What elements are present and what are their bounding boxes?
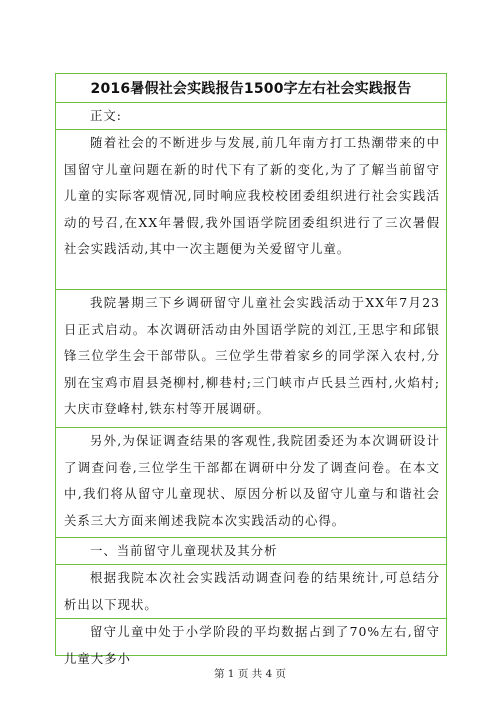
document-title: 2016暑假社会实践报告1500字左右社会实践报告 [90,81,412,97]
section-heading: 一、当前留守儿童现状及其分析 [56,537,446,564]
body-label: 正文: [56,102,446,129]
paragraph-intro: 随着社会的不断进步与发展,前几年南方打工热潮带来的中国留守儿童问题在新的时代下有了新的变化,为了了解当前留守儿童的实际客观情况,同时响应我校校团委组织进行社会实践活动的号召,在XX年暑假,我外国语学院团委组织进行了三次暑假社会实践活动,其中一次主题便为关爱留守儿童。 [56,129,446,289]
paragraph-activity-launch: 我院暑期三下乡调研留守儿童社会实践活动于XX年7月23日正式启动。本次调研活动由外国语学院的刘江,王思宇和邱银锋三位学生会干部带队。三位学生带着家乡的同学深入农村,分别在宝鸡市眉县尧柳村,柳巷村;三门峡市卢氏县兰西村,火焰村;大庆市登峰村,铁东村等开展调研。 [56,289,446,427]
paragraph-age-stats: 留守儿童中处于小学阶段的平均数据占到了70%左右,留守儿童大多小 [56,618,446,655]
page-footer: 第 1 页 共 4 页 [213,668,287,680]
paragraph-survey-result: 根据我院本次社会实践活动调查问卷的结果统计,可总结分析出以下现状。 [56,564,446,618]
paragraph-questionnaire: 另外,为保证调查结果的客观性,我院团委还为本次调研设计了调查问卷,三位学生干部都在调研中分发了调查问卷。在本文中,我们将从留守儿童现状、原因分析以及留守儿童与和谐社会关系三大方面来阐述我院本次实践活动的心得。 [56,427,446,537]
document-table [55,73,447,666]
